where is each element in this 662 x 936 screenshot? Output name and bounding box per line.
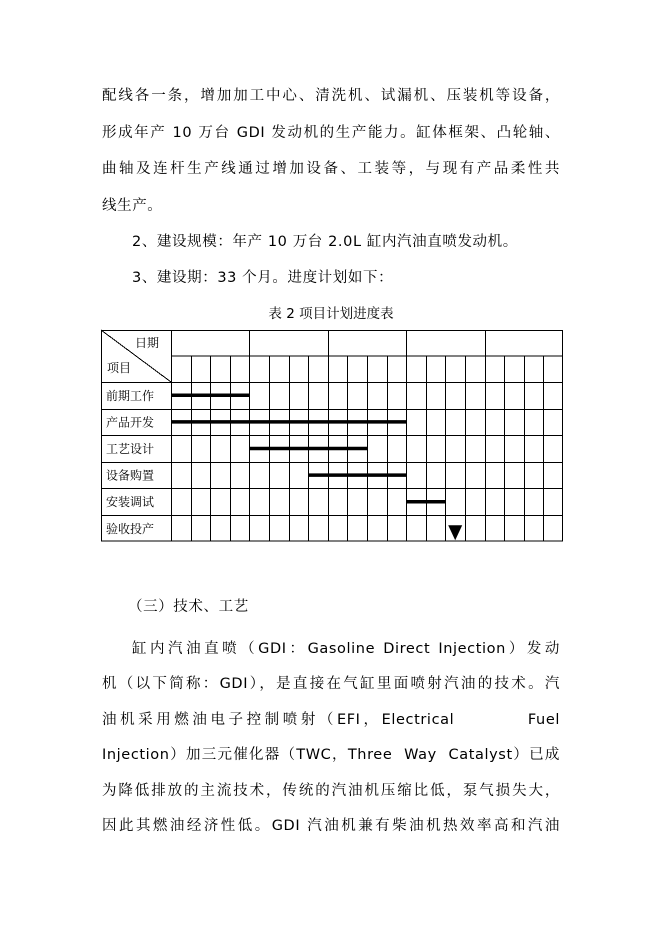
- paragraph-line: 因此其燃油经济性低。GDI 汽油机兼有柴油机热效率高和汽油: [102, 818, 560, 834]
- paragraph-line: 油机采用燃油电子控制喷射（EFI，Electrical Fuel: [102, 712, 560, 728]
- paragraph-line: 配线各一条，增加加工中心、清洗机、试漏机、压装机等设备，: [102, 88, 560, 104]
- row-label: 验收投产: [106, 521, 155, 536]
- header-item-label: 项目: [107, 361, 132, 375]
- section-heading: （三）技术、工艺: [128, 599, 249, 615]
- paragraph-line: 曲轴及连杆生产线通过增加设备、工装等，与现有产品柔性共: [102, 161, 560, 177]
- scale-line: 2、建设规模：年产 10 万台 2.0L 缸内汽油直喷发动机。: [132, 234, 518, 250]
- header-date-label: 日期: [135, 336, 160, 350]
- paragraph-line: 机（以下简称：GDI），是直接在气缸里面喷射汽油的技术。汽: [102, 676, 560, 692]
- paragraph-line: 缸内汽油直喷（GDI：Gasoline Direct Injection）发动: [132, 641, 560, 657]
- period-line: 3、建设期：33 个月。进度计划如下：: [132, 270, 394, 286]
- paragraph-line: 线生产。: [102, 198, 163, 214]
- row-label: 产品开发: [106, 415, 155, 430]
- row-label: 设备购置: [106, 468, 155, 483]
- table-caption: 表 2 项目计划进度表: [268, 306, 394, 322]
- row-label: 前期工作: [106, 388, 155, 403]
- paragraph-line: 形成年产 10 万台 GDI 发动机的生产能力。缸体框架、凸轮轴、: [102, 125, 560, 141]
- milestone-marker: [448, 525, 462, 540]
- paragraph-line: 为降低排放的主流技术，传统的汽油机压缩比低，泵气损失大，: [102, 783, 560, 799]
- paragraph-line: Injection）加三元催化器（TWC，Three Way Catalyst）已成: [102, 747, 560, 763]
- schedule-table: [101, 330, 563, 542]
- row-label: 安装调试: [106, 495, 155, 510]
- row-label: 工艺设计: [106, 442, 155, 456]
